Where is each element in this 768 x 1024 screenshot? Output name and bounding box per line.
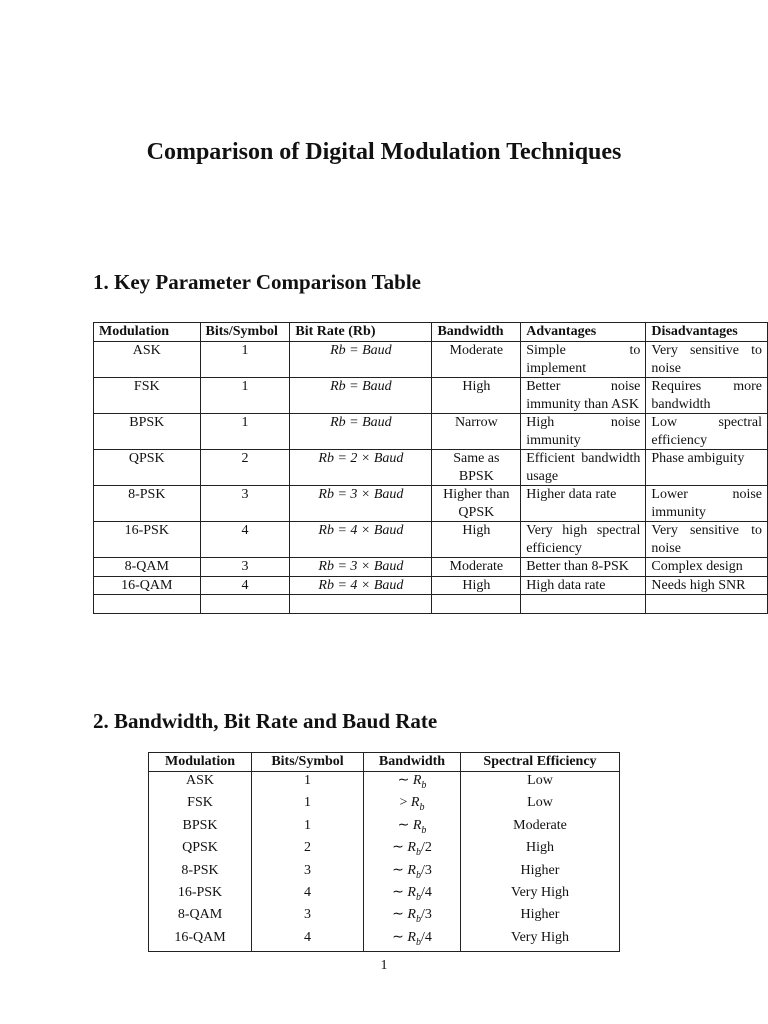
bandwidth-cell: Higher than QPSK xyxy=(432,486,521,522)
disadvantages-cell: Complex design xyxy=(646,558,768,577)
bit-rate-cell: Rb = Baud xyxy=(290,414,432,450)
bit-rate-cell: Rb = 2 × Baud xyxy=(290,450,432,486)
spectral-efficiency-cell: Very High xyxy=(461,929,620,952)
column-header: Bits/Symbol xyxy=(252,753,364,772)
bit-rate-cell: Rb = Baud xyxy=(290,342,432,378)
table-row-blank xyxy=(94,595,768,614)
modulation-cell: QPSK xyxy=(94,450,201,486)
modulation-cell: 16-PSK xyxy=(94,522,201,558)
modulation-cell: 16-PSK xyxy=(149,884,252,906)
bits-per-symbol-cell: 4 xyxy=(252,884,364,906)
table-header-row xyxy=(94,323,768,342)
spectral-efficiency-cell: Low xyxy=(461,794,620,816)
spectral-efficiency-cell: Higher xyxy=(461,862,620,884)
bandwidth-cell: Narrow xyxy=(432,414,521,450)
parameter-comparison-table xyxy=(93,322,768,614)
bits-per-symbol-cell: 4 xyxy=(200,522,290,558)
advantages-cell: Better than 8-PSK xyxy=(521,558,646,577)
bits-per-symbol-cell: 1 xyxy=(200,378,290,414)
column-header: Bit Rate (Rb) xyxy=(290,323,432,342)
modulation-cell: FSK xyxy=(94,378,201,414)
table-row xyxy=(94,576,768,595)
bandwidth-cell: ∼ $R_b$ xyxy=(364,772,461,795)
bits-per-symbol-cell: 4 xyxy=(252,929,364,952)
modulation-cell: ASK xyxy=(94,342,201,378)
modulation-cell: 8-PSK xyxy=(149,862,252,884)
table-header-row xyxy=(149,753,620,772)
modulation-cell: FSK xyxy=(149,794,252,816)
advantages-cell: Efficient bandwidth usage xyxy=(521,450,646,486)
bandwidth-cell: High xyxy=(432,576,521,595)
bits-per-symbol-cell: 1 xyxy=(252,794,364,816)
bits-per-symbol-cell: 2 xyxy=(200,450,290,486)
modulation-cell: 16-QAM xyxy=(149,929,252,952)
bits-per-symbol-cell: 3 xyxy=(252,906,364,928)
bandwidth-cell: High xyxy=(432,522,521,558)
bit-rate-cell: Rb = 4 × Baud xyxy=(290,522,432,558)
bits-per-symbol-cell: 1 xyxy=(200,342,290,378)
bandwidth-summary-table xyxy=(148,752,620,952)
modulation-cell: BPSK xyxy=(149,817,252,839)
disadvantages-cell: Needs high SNR xyxy=(646,576,768,595)
modulation-cell: 8-PSK xyxy=(94,486,201,522)
bandwidth-cell: ∼ $R_b/2$ xyxy=(364,839,461,861)
column-header: Modulation xyxy=(94,323,201,342)
bandwidth-cell: Moderate xyxy=(432,342,521,378)
column-header: Modulation xyxy=(149,753,252,772)
table-row xyxy=(94,414,768,450)
bandwidth-cell: > $R_b$ xyxy=(364,794,461,816)
advantages-cell: Better noise immunity than ASK xyxy=(521,378,646,414)
spectral-efficiency-cell: Higher xyxy=(461,906,620,928)
table-row xyxy=(94,558,768,577)
bits-per-symbol-cell: 1 xyxy=(252,772,364,795)
table-row xyxy=(149,772,620,795)
table-row xyxy=(149,906,620,928)
spectral-efficiency-cell: Moderate xyxy=(461,817,620,839)
bits-per-symbol-cell: 3 xyxy=(200,558,290,577)
bandwidth-cell: ∼ $R_b/4$ xyxy=(364,884,461,906)
spectral-efficiency-cell: Very High xyxy=(461,884,620,906)
column-header: Advantages xyxy=(521,323,646,342)
spectral-efficiency-cell: High xyxy=(461,839,620,861)
bits-per-symbol-cell: 3 xyxy=(200,486,290,522)
modulation-cell: QPSK xyxy=(149,839,252,861)
modulation-cell: BPSK xyxy=(94,414,201,450)
bandwidth-cell: ∼ $R_b/3$ xyxy=(364,906,461,928)
column-header: Bits/Symbol xyxy=(200,323,290,342)
bits-per-symbol-cell: 2 xyxy=(252,839,364,861)
column-header: Spectral Efficiency xyxy=(461,753,620,772)
modulation-cell: ASK xyxy=(149,772,252,795)
bits-per-symbol-cell: 3 xyxy=(252,862,364,884)
table-row xyxy=(149,862,620,884)
disadvantages-cell: Low spectral efficiency xyxy=(646,414,768,450)
bit-rate-cell: Rb = 4 × Baud xyxy=(290,576,432,595)
advantages-cell: Higher data rate xyxy=(521,486,646,522)
modulation-cell: 8-QAM xyxy=(94,558,201,577)
disadvantages-cell: Very sensitive to noise xyxy=(646,342,768,378)
table-row xyxy=(94,522,768,558)
column-header: Bandwidth xyxy=(364,753,461,772)
section-2-heading: 2. Bandwidth, Bit Rate and Baud Rate xyxy=(93,709,438,733)
modulation-cell: 16-QAM xyxy=(94,576,201,595)
advantages-cell: Very high spectral efficiency xyxy=(521,522,646,558)
disadvantages-cell: Requires more bandwidth xyxy=(646,378,768,414)
bits-per-symbol-cell: 1 xyxy=(252,817,364,839)
table-row xyxy=(149,884,620,906)
table-row xyxy=(94,450,768,486)
modulation-cell: 8-QAM xyxy=(149,906,252,928)
section-1-heading: 1. Key Parameter Comparison Table xyxy=(93,270,422,294)
advantages-cell: High noise immunity xyxy=(521,414,646,450)
bit-rate-cell: Rb = Baud xyxy=(290,378,432,414)
bandwidth-cell: Same as BPSK xyxy=(432,450,521,486)
bits-per-symbol-cell: 1 xyxy=(200,414,290,450)
table-row xyxy=(149,929,620,952)
table-row xyxy=(149,839,620,861)
disadvantages-cell: Lower noise immunity xyxy=(646,486,768,522)
bits-per-symbol-cell: 4 xyxy=(200,576,290,595)
page-title: Comparison of Digital Modulation Techniques xyxy=(146,139,622,165)
table-row xyxy=(94,342,768,378)
table-row xyxy=(149,817,620,839)
bandwidth-cell: ∼ $R_b/4$ xyxy=(364,929,461,952)
bandwidth-cell: ∼ $R_b$ xyxy=(364,817,461,839)
bit-rate-cell: Rb = 3 × Baud xyxy=(290,558,432,577)
advantages-cell: High data rate xyxy=(521,576,646,595)
bandwidth-cell: ∼ $R_b/3$ xyxy=(364,862,461,884)
column-header: Disadvantages xyxy=(646,323,768,342)
page-number: 1 xyxy=(380,958,388,973)
table-row xyxy=(94,378,768,414)
table-row xyxy=(94,486,768,522)
bit-rate-cell: Rb = 3 × Baud xyxy=(290,486,432,522)
spectral-efficiency-cell: Low xyxy=(461,772,620,795)
bandwidth-cell: High xyxy=(432,378,521,414)
advantages-cell: Simple to implement xyxy=(521,342,646,378)
table-row xyxy=(149,794,620,816)
column-header: Bandwidth xyxy=(432,323,521,342)
disadvantages-cell: Phase ambiguity xyxy=(646,450,768,486)
bandwidth-cell: Moderate xyxy=(432,558,521,577)
disadvantages-cell: Very sensitive to noise xyxy=(646,522,768,558)
